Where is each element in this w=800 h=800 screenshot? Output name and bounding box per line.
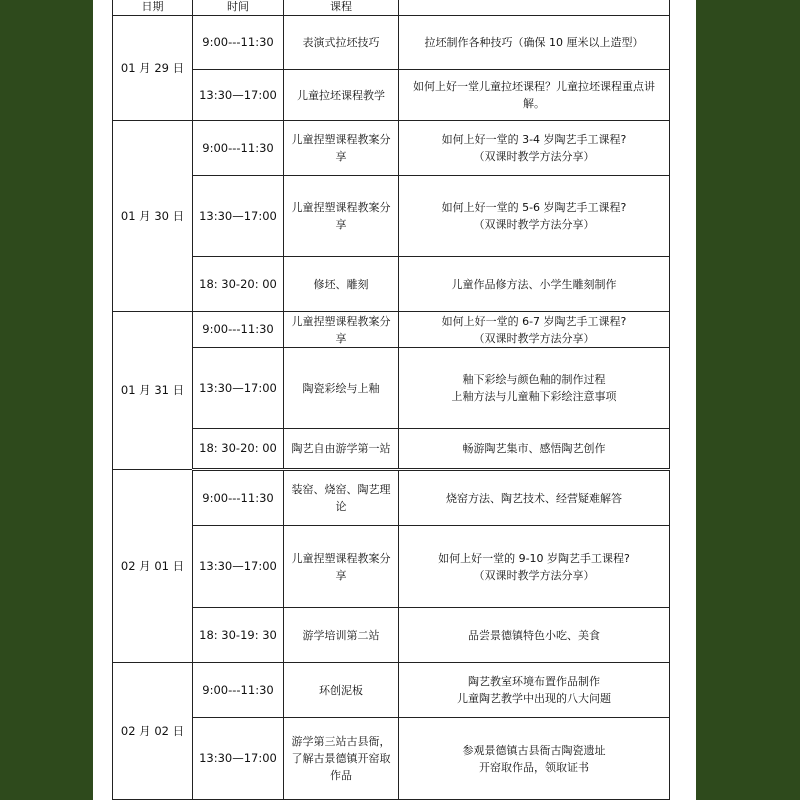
course-cell (284, 718, 399, 800)
schedule-table (112, 0, 670, 800)
course-text: 游学第三站古县衙，了解古景德镇开窑取作品 (291, 735, 391, 782)
content-text: 陶艺教室环境布置作品制作 (468, 675, 600, 688)
content-text: 开窑取作品，领取证书 (479, 760, 589, 774)
time-cell: 13:30—17:00 (193, 348, 284, 429)
content-cell (399, 16, 670, 70)
content-text: （双课时教学方法分享） (473, 218, 595, 231)
date-cell: 02 月 01 日 (113, 470, 193, 663)
content-cell (399, 608, 670, 663)
course-text: 陶瓷彩绘与上釉 (302, 381, 380, 395)
table-row (113, 608, 670, 663)
table-row (113, 312, 670, 348)
time-cell: 9:00---11:30 (193, 663, 284, 718)
course-cell (284, 70, 399, 121)
date-cell: 02 月 02 日 (113, 663, 193, 800)
time-cell: 13:30—17:00 (193, 526, 284, 608)
course-text: 儿童捏塑课程教案分享 (291, 201, 391, 231)
content-text: 上釉方法与儿童釉下彩绘注意事项 (451, 390, 617, 403)
content-cell (399, 176, 670, 257)
header-time: 时间 (193, 0, 284, 16)
course-cell (284, 663, 399, 718)
course-cell (284, 429, 399, 470)
content-text: 釉下彩绘与颜色釉的制作过程 (462, 373, 606, 386)
course-text: 儿童捏塑课程教案分享 (291, 551, 391, 582)
header-date: 日期 (113, 0, 193, 16)
date-cell: 01 月 31 日 (113, 312, 193, 470)
content-cell (399, 348, 670, 429)
date-cell: 01 月 30 日 (113, 121, 193, 312)
course-cell (284, 16, 399, 70)
content-text: 品尝景德镇特色小吃、美食 (468, 628, 600, 642)
table-row (113, 257, 670, 312)
content-cell (399, 121, 670, 176)
content-text: 拉坯制作各种技巧（确保 10 厘米以上造型） (424, 36, 644, 49)
course-text: 游学培训第二站 (302, 628, 380, 642)
course-cell (284, 608, 399, 663)
content-text: 烧窑方法、陶艺技术、经营疑难解答 (446, 491, 622, 505)
time-cell: 9:00---11:30 (193, 312, 284, 348)
course-text: 陶艺自由游学第一站 (291, 442, 391, 455)
course-text: 修坯、雕刻 (313, 277, 369, 291)
content-cell (399, 470, 670, 526)
time-cell: 18: 30-19: 30 (193, 608, 284, 663)
date-cell: 01 月 29 日 (113, 16, 193, 121)
time-cell: 13:30—17:00 (193, 176, 284, 257)
course-cell (284, 257, 399, 312)
content-text: （双课时教学方法分享） (473, 568, 595, 582)
content-text: 如何上好一堂儿童拉坯课程？儿童拉坯课程重点讲解。 (413, 80, 655, 110)
table-row (113, 663, 670, 718)
course-text: 儿童捏塑课程教案分享 (291, 133, 391, 163)
content-cell (399, 70, 670, 121)
header-course: 课程 (284, 0, 399, 16)
course-cell (284, 312, 399, 348)
content-cell (399, 257, 670, 312)
course-cell (284, 176, 399, 257)
content-cell (399, 526, 670, 608)
course-text: 儿童拉坯课程教学 (297, 88, 385, 102)
time-cell: 9:00---11:30 (193, 470, 284, 526)
table-row (113, 121, 670, 176)
table-row (113, 718, 670, 800)
content-cell (399, 663, 670, 718)
time-cell: 9:00---11:30 (193, 16, 284, 70)
content-text: 儿童陶艺教学中出现的八大问题 (457, 692, 611, 705)
table-row (113, 70, 670, 121)
content-text: 如何上好一堂的 5-6 岁陶艺手工课程? (441, 201, 627, 214)
content-text: 畅游陶艺集市、感悟陶艺创作 (462, 442, 606, 455)
table-row (113, 526, 670, 608)
course-text: 装窑、烧窑、陶艺理论 (291, 483, 391, 513)
content-text: （双课时教学方法分享） (473, 150, 595, 163)
time-cell: 18: 30-20: 00 (193, 257, 284, 312)
course-cell (284, 526, 399, 608)
content-text: 儿童作品修方法、小学生雕刻制作 (451, 277, 617, 291)
table-row (113, 16, 670, 70)
course-cell (284, 348, 399, 429)
content-cell (399, 718, 670, 800)
time-cell: 13:30—17:00 (193, 70, 284, 121)
course-text: 儿童捏塑课程教案分享 (291, 314, 391, 345)
table-row (113, 176, 670, 257)
content-cell (399, 312, 670, 348)
time-cell: 18: 30-20: 00 (193, 429, 284, 470)
table-row (113, 470, 670, 526)
content-text: 如何上好一堂的 3-4 岁陶艺手工课程? (441, 133, 627, 146)
table-header-row (113, 0, 670, 16)
course-cell (284, 470, 399, 526)
course-text: 环创泥板 (319, 683, 363, 697)
time-cell: 13:30—17:00 (193, 718, 284, 800)
content-text: 参观景德镇古县衙古陶瓷遗址 (462, 743, 606, 757)
content-text: 如何上好一堂的 6-7 岁陶艺手工课程? (441, 314, 627, 328)
table-row (113, 429, 670, 470)
content-text: （双课时教学方法分享） (473, 331, 595, 345)
content-cell (399, 429, 670, 470)
document-page (93, 0, 696, 800)
content-text: 如何上好一堂的 9-10 岁陶艺手工课程? (438, 551, 630, 565)
course-cell (284, 121, 399, 176)
time-cell: 9:00---11:30 (193, 121, 284, 176)
table-row (113, 348, 670, 429)
header-content (399, 0, 670, 16)
course-text: 表演式拉坯技巧 (302, 36, 380, 49)
